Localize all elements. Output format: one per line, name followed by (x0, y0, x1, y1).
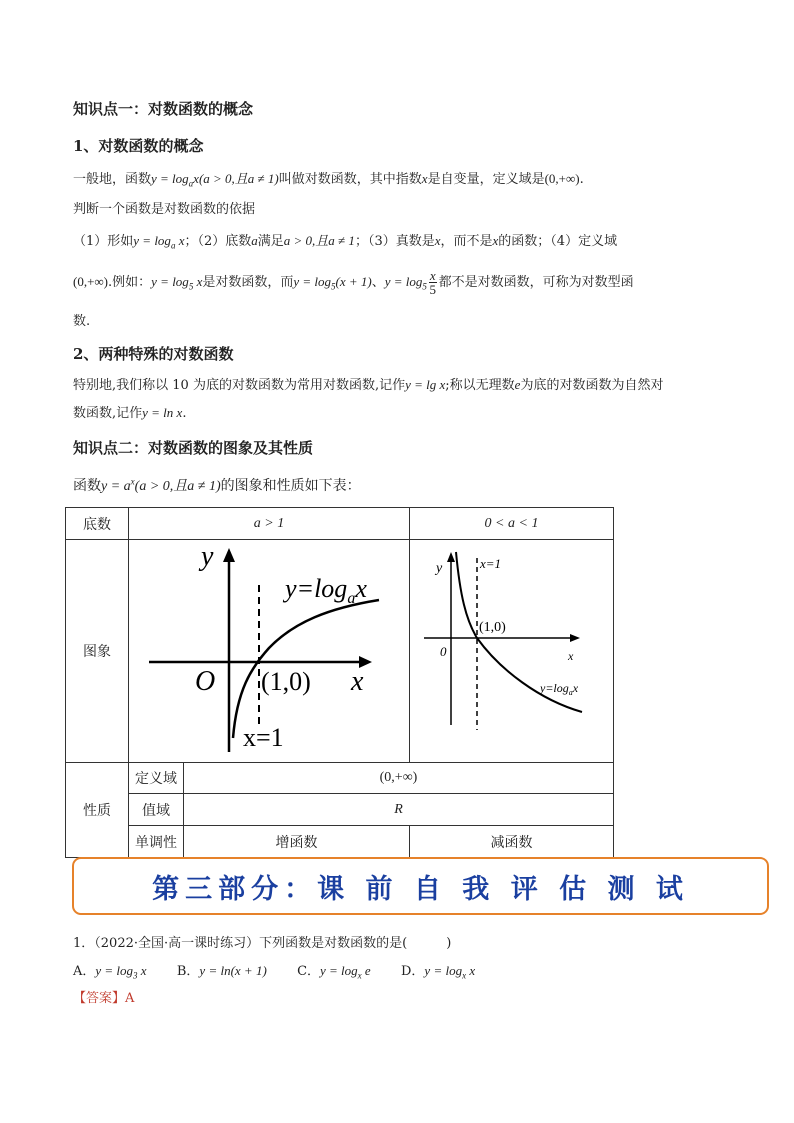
c2-a: a (251, 233, 258, 248)
range-value: R (184, 794, 614, 826)
c3-end: 的函数；（4）定义域 (498, 234, 618, 249)
c2-cond: a > 0,且a ≠ 1 (283, 233, 355, 248)
c1-formula: y = log (133, 233, 171, 248)
question-text: 1．（2022·全国·高一课时练习）下列函数是对数函数的是( ) (73, 936, 452, 951)
monotonicity-label: 单调性 (129, 826, 184, 858)
log-graph-decreasing (410, 540, 613, 762)
special-pre2: 数函数,记作 (73, 406, 143, 421)
option-d-formula: y = log (424, 963, 463, 978)
domain-value: (0,+∞) (184, 763, 614, 794)
judge-title: 判断一个函数是对数函数的依据 (73, 202, 256, 217)
section1-heading: 知识点一：对数函数的概念 (73, 100, 254, 118)
criteria-line (73, 232, 617, 255)
c3-x2: x (492, 233, 499, 248)
special-end: . (182, 406, 187, 421)
answer-line (73, 990, 134, 1008)
ex2-arg: (x + 1) (335, 274, 372, 289)
ex1-text: 是对数函数，而 (202, 275, 294, 290)
c1-pre: （1）形如 (73, 234, 134, 249)
section2-heading: 知识点二：对数函数的图象及其性质 (73, 439, 314, 457)
def-post2: 是自变量，定义域是 (427, 172, 545, 187)
graph-label: 图象 (66, 540, 129, 763)
log-graph-increasing (129, 540, 409, 762)
def-domain: (0,+∞) (544, 171, 580, 186)
graph2-curve-pre: y=log (540, 681, 569, 695)
c2-end: ；（3）真数是 (354, 234, 435, 249)
option-a-label: A． (73, 964, 96, 979)
c4-ex: .例如： (108, 275, 152, 290)
def-sub: a (188, 178, 194, 189)
option-c-formula: y = log (320, 963, 358, 978)
graph1-asymptote: x=1 (243, 723, 284, 752)
intro-formula: y = a (101, 479, 131, 494)
graph1-y-label: y (201, 541, 214, 572)
definition-line (73, 170, 584, 193)
section-banner (72, 857, 769, 915)
intro-cond: (a > 0,且a ≠ 1) (134, 479, 221, 494)
option-d-sub: x (462, 970, 467, 981)
graph-cell-increasing (129, 540, 410, 763)
answer-value: A (125, 991, 135, 1006)
answer-label: 【答案】 (73, 991, 126, 1006)
y-axis-arrow (223, 548, 235, 562)
graph2-curve-x: x (572, 681, 579, 695)
graph1-origin: O (195, 666, 216, 697)
graph2-curve-label (539, 681, 579, 697)
ex1-sub: 5 (188, 281, 194, 292)
option-b-label: B． (176, 964, 200, 979)
option-d-label: D． (400, 964, 425, 979)
option-c-label: C． (297, 964, 321, 979)
c3-text: ，而不是 (440, 234, 493, 249)
special-post: 为底的对数函数为自然对 (520, 378, 664, 393)
graph2-x-label: x (568, 649, 574, 663)
monotonicity-increasing: 增函数 (184, 826, 410, 858)
intro-pre: 函数 (73, 478, 101, 494)
ex-tail: 都不是对数函数，可称为对数型函 (438, 275, 634, 290)
properties-table (65, 507, 614, 858)
range-label: 值域 (129, 794, 184, 826)
graph2-y-label: y (436, 561, 443, 576)
graph1-point: (1,0) (261, 667, 311, 696)
c2-text: 满足 (257, 234, 284, 249)
option-d-x: x (466, 963, 476, 978)
def-x: x (421, 171, 428, 186)
domain-label: 定义域 (129, 763, 184, 794)
ex1-formula: y = log (151, 274, 189, 289)
ex2-sub: 5 (331, 281, 336, 292)
def-post: 叫做对数函数，其中指数 (278, 172, 422, 187)
graph2-origin: 0 (440, 644, 447, 659)
graph-cell-decreasing (410, 540, 614, 763)
graph2-curve-sub: a (568, 688, 573, 697)
ln-formula: y = ln x (142, 405, 183, 420)
lg-formula: y = lg x (405, 377, 446, 392)
graph1-curve-pre: y=log (285, 574, 348, 603)
header-base: 底数 (66, 508, 129, 540)
header-a-gt-1: a > 1 (129, 508, 410, 540)
header-a-lt-1: 0 < a < 1 (410, 508, 614, 540)
table-intro (73, 475, 361, 495)
c4-domain: (0,+∞) (73, 274, 109, 289)
c3-x: x (434, 233, 441, 248)
ex-sep: 、 (371, 275, 385, 290)
special-mid: ;称以无理数 (445, 378, 515, 393)
ex3-fraction (429, 269, 437, 296)
option-a-formula: y = log (95, 963, 134, 978)
subheading-special: 2、两种特殊的对数函数 (73, 345, 234, 363)
def-formula: y = log (151, 171, 189, 186)
option-a-sub: 3 (133, 970, 138, 981)
monotonicity-decreasing: 减函数 (410, 826, 614, 858)
graph1-curve-label (282, 574, 367, 607)
option-c-sub: x (357, 970, 362, 981)
graph1-x-label: x (351, 666, 364, 697)
ex3-sub: 5 (422, 281, 427, 292)
ex3-denominator: 5 (429, 282, 437, 297)
graph1-curve-sub: a (347, 590, 356, 607)
banner-text: 第三部分：课 前 自 我 评 估 测 试 (152, 873, 689, 905)
intro-post: 的图象和性质如下表： (220, 478, 361, 494)
options-line (73, 962, 475, 985)
option-a-x: x (137, 963, 147, 978)
def-cond: x(a > 0,且a ≠ 1) (193, 171, 279, 186)
intro-sup: x (130, 476, 135, 487)
graph1-curve-x: x (355, 574, 367, 603)
example-line (73, 268, 634, 301)
graph2-asymptote: x=1 (480, 556, 502, 571)
ex3-formula: y = log (384, 274, 423, 289)
c1-end: ；（2）底数 (184, 234, 252, 249)
ex1-x: x (193, 274, 203, 289)
example-tail: 数. (73, 314, 91, 329)
ex3-numerator: x (429, 268, 436, 283)
x-axis-arrow-2 (570, 634, 580, 642)
c1-sub: a (170, 240, 176, 251)
property-label: 性质 (66, 763, 129, 858)
def-end: . (579, 172, 584, 187)
special-pre: 特别地,我们称以 10 为底的对数函数为常用对数函数,记作 (73, 378, 406, 393)
option-c-x: e (361, 963, 371, 978)
graph2-point: (1,0) (479, 620, 506, 635)
special-line-2 (73, 404, 186, 423)
c1-x: x (175, 233, 185, 248)
subheading-concept: 1、对数函数的概念 (73, 137, 204, 155)
option-b-formula: y = ln(x + 1) (199, 963, 267, 978)
y-axis-arrow-2 (447, 552, 455, 562)
special-line-1 (73, 376, 663, 395)
def-pre: 一般地，函数 (73, 172, 152, 187)
e-symbol: e (514, 377, 521, 392)
ex2-formula: y = log (293, 274, 332, 289)
